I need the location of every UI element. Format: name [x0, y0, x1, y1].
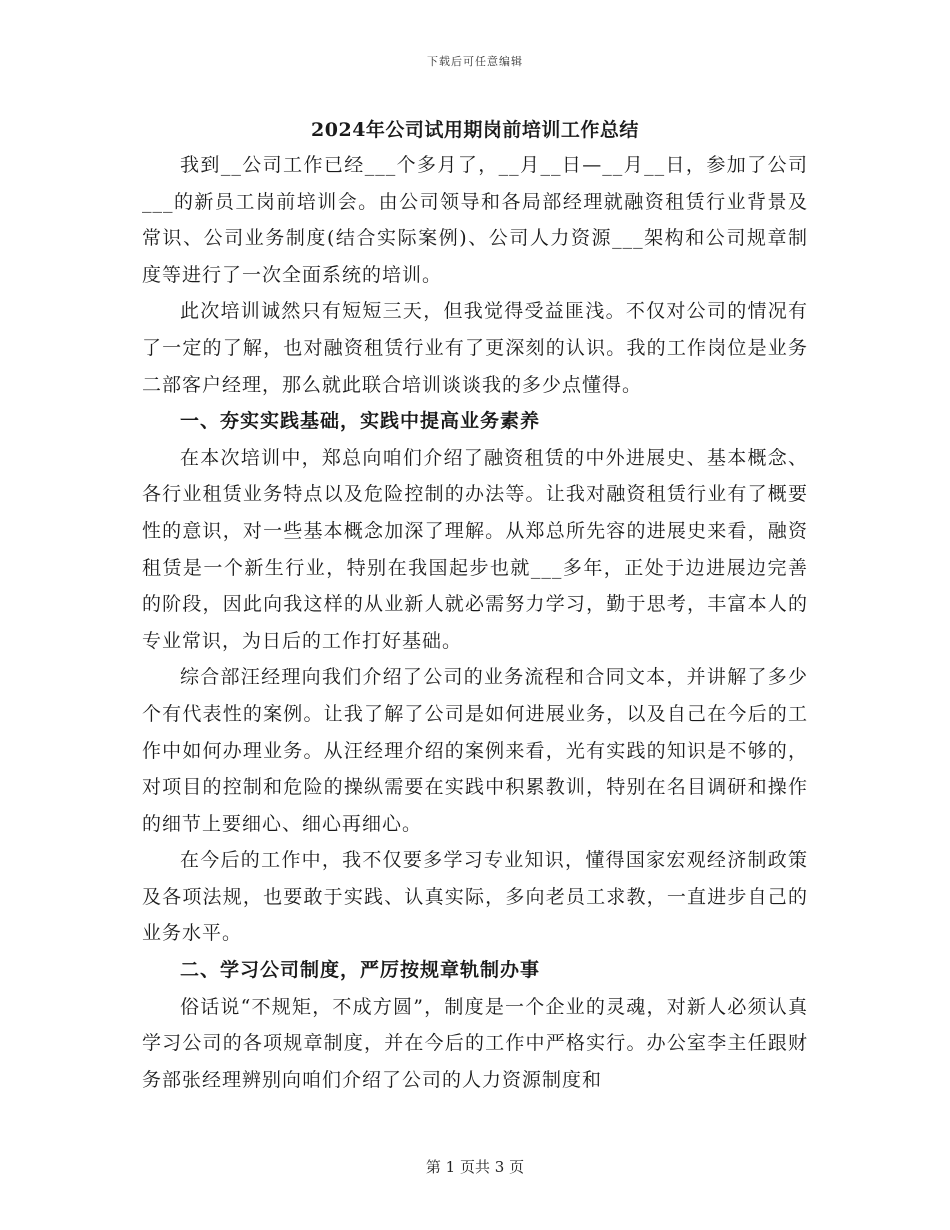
document-body [142, 147, 808, 1098]
header-note: 下载后可任意编辑 [427, 55, 523, 68]
section-heading-2: 二、学习公司制度，严厉按规章轨制办事 [180, 959, 541, 982]
section-heading-1: 一、夯实实践基础，实践中提高业务素养 [180, 410, 541, 433]
paragraph-impression: 此次培训诚然只有短短三天，但我觉得受益匪浅。不仅对公司的情况有了一定的了解，也对融资租赁行业有了更深刻的认识。我的工作岗位是业务二部客户经理，那么就此联合培训谈谈我的多少点懂得。 [142, 300, 808, 396]
paragraph-future-work: 在今后的工作中，我不仅要多学习专业知识，懂得国家宏观经济制政策及各项法规，也要敢于实践、认真实际，多向老员工求教，一直进步自己的业务水平。 [142, 849, 808, 945]
paragraph-business-process: 综合部汪经理向我们介绍了公司的业务流程和合同文本，并讲解了多少个有代表性的案例。让我了解了公司是如何进展业务，以及自己在今后的工作中如何办理业务。从汪经理介绍的案例来看，光有实践的知识是不够的，对项目的控制和危险的操纵需要在实践中积累教训，特别在名目调研和操作的细节上要细心、细心再细心。 [142, 666, 808, 835]
paragraph-intro: 我到__公司工作已经___个多月了，__月__日—__月__日，参加了公司___的新员工岗前培训会。由公司领导和各局部经理就融资租赁行业背景及常识、公司业务制度(结合实际案例)、公司人力资源___架构和公司规章制度等进行了一次全面系统的培训。 [142, 154, 808, 286]
page-footer: 第 1 页共 3 页 [425, 1158, 525, 1176]
paragraph-training-content: 在本次培训中，郑总向咱们介绍了融资租赁的中外进展史、基本概念、各行业租赁业务特点以及危险控制的办法等。让我对融资租赁行业有了概要性的意识，对一些基本概念加深了理解。从郑总所先容的进展史来看，融资租赁是一个新生行业，特别在我国起步也就___多年，正处于边进展边完善的阶段，因此向我这样的从业新人就必需努力学习，勤于思考，丰富本人的专业常识，为日后的工作打好基础。 [142, 446, 808, 652]
document-title: 2024年公司试用期岗前培训工作总结 [311, 119, 639, 141]
paragraph-regulations: 俗话说“不规矩，不成方圆”，制度是一个企业的灵魂，对新人必须认真学习公司的各项规章制度，并在今后的工作中严格实行。办公室李主任跟财务部张经理辨别向咱们介绍了公司的人力资源制度和 [142, 995, 808, 1091]
